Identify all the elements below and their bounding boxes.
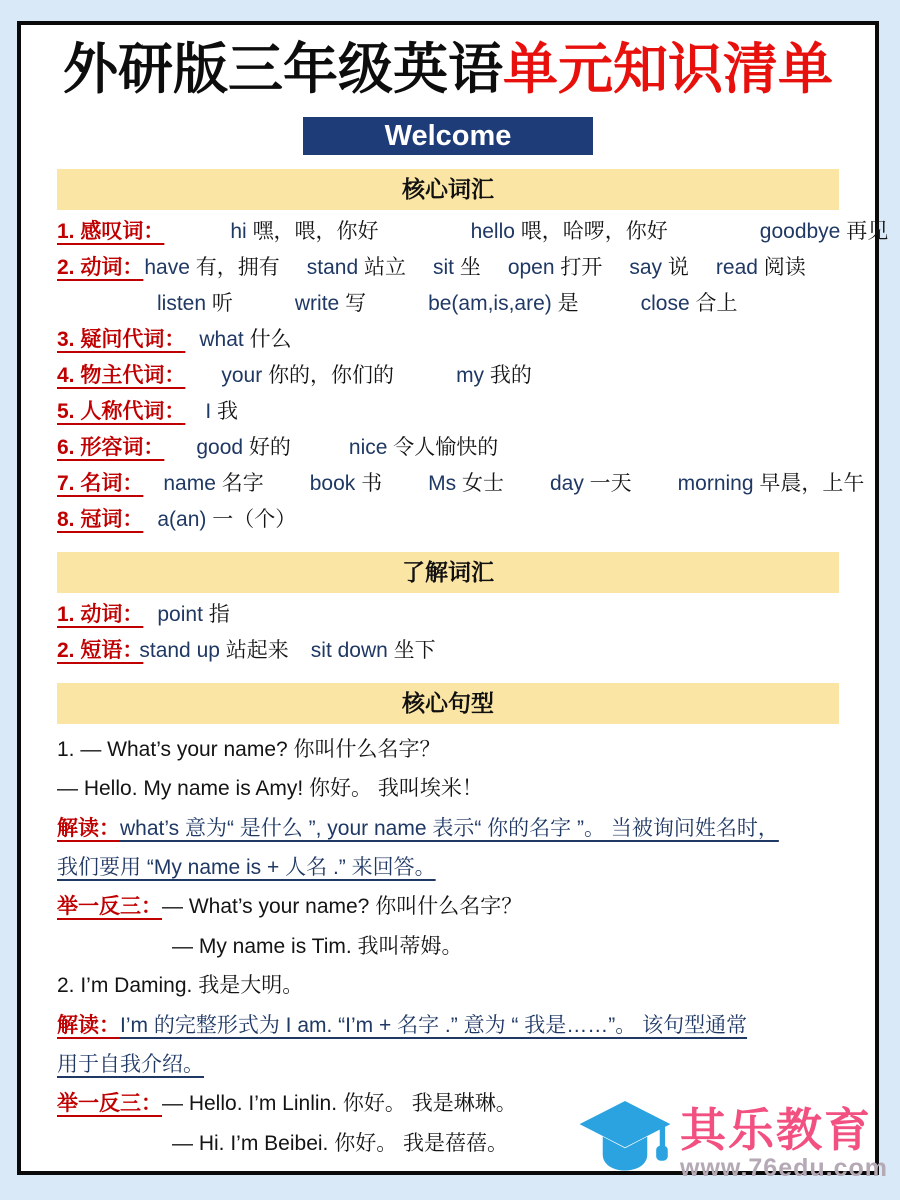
chinese-meaning: 说 [667, 255, 689, 279]
watermark [576, 1097, 888, 1192]
english-word: sit down [310, 638, 388, 662]
sentence-line [57, 730, 839, 769]
english-word: open [507, 255, 555, 279]
vocab-row [157, 286, 839, 322]
english-word: goodbye [759, 219, 841, 243]
english-word: what [199, 327, 244, 351]
vocab-item [157, 286, 233, 322]
chinese-meaning: 嘿，喂，你好 [252, 219, 379, 243]
sentence-segment: I’m 的完整形式为 I am. “I’m + 名字 .” 意为 “ 我是……”。 该句型通常 [120, 1013, 748, 1037]
watermark-text [680, 1103, 888, 1183]
section-header-sentence-patterns: 核心句型 [57, 683, 839, 724]
vocab-item [428, 466, 504, 502]
vocab-label: 2. 短语： [57, 638, 144, 662]
vocab-item [508, 250, 603, 286]
chinese-meaning: 你的，你们的 [268, 363, 395, 387]
unit-banner: Welcome [303, 117, 593, 155]
vocab-label: 3. 疑问代词： [57, 327, 186, 351]
worksheet-panel [17, 21, 889, 1175]
vocab-item [163, 466, 263, 502]
vocab-item [221, 358, 394, 394]
chinese-meaning: 书 [361, 471, 383, 495]
english-word: I [205, 399, 212, 423]
page-title [57, 38, 839, 100]
sentence-segment: 举一反三： [57, 1092, 162, 1116]
sentence-line [57, 966, 839, 1005]
chinese-meaning: 坐下 [393, 638, 436, 662]
english-word: nice [348, 435, 388, 459]
vocab-item [157, 597, 229, 633]
chinese-meaning: 坐 [459, 255, 481, 279]
vocab-item [716, 250, 806, 286]
sentence-segment: 我们要用 “My name is + 人名 .” 来回答。 [57, 855, 436, 879]
chinese-meaning: 打开 [560, 255, 603, 279]
english-word: hello [470, 219, 515, 243]
chinese-meaning: 合上 [695, 291, 738, 315]
vocab-item [199, 322, 291, 358]
vocab-row [57, 597, 839, 633]
english-word: your [221, 363, 263, 387]
sentence-segment: — Hello. My name is Amy! 你好。 我叫埃米！ [57, 777, 483, 801]
chinese-meaning: 站起来 [225, 638, 289, 662]
core-vocab-list [57, 214, 889, 538]
page-title-red: 单元知识清单 [503, 38, 834, 100]
vocab-item [678, 466, 865, 502]
vocab-label: 2. 动词： [57, 255, 144, 279]
vocab-item [311, 633, 436, 669]
sentence-segment: — What’s your name? 你叫什么名字？ [162, 895, 523, 919]
vocab-item [349, 430, 498, 466]
sentence-segment: — Hello. I’m Linlin. 你好。 我是琳琳。 [162, 1092, 517, 1116]
page-title-black: 外研版三年级英语 [62, 38, 503, 100]
chinese-meaning: 有，拥有 [195, 255, 280, 279]
vocab-row [57, 214, 889, 250]
vocab-item [428, 286, 579, 322]
sentence-segment: 解读： [57, 1013, 120, 1037]
vocab-label: 4. 物主代词： [57, 363, 186, 387]
graduation-cap-icon [576, 1097, 674, 1192]
vocab-item [456, 358, 532, 394]
chinese-meaning: 一天 [589, 471, 632, 495]
english-word: say [629, 255, 663, 279]
know-vocab-list [57, 597, 839, 669]
vocab-item [157, 502, 296, 538]
chinese-meaning: 好的 [248, 435, 291, 459]
vocab-item [550, 466, 632, 502]
vocab-item [433, 250, 481, 286]
chinese-meaning: 女士 [461, 471, 504, 495]
sentence-segment: what’s 意为“ 是什么 ”, your name 表示“ 你的名字 ”。 当被询问姓名时， [120, 816, 779, 840]
sentence-segment: — Hi. I’m Beibei. 你好。 我是蓓蓓。 [172, 1131, 509, 1155]
english-word: my [456, 363, 485, 387]
sentence-segment: — My name is Tim. 我叫蒂姆。 [172, 934, 463, 958]
chinese-meaning: 一（个） [212, 507, 297, 531]
vocab-row [57, 394, 839, 430]
chinese-meaning: 喂，哈啰，你好 [520, 219, 668, 243]
vocab-item [310, 466, 382, 502]
sentence-segment: 2. I’m Daming. 我是大明。 [57, 974, 304, 998]
vocab-row [57, 633, 839, 669]
sentence-segment: 解读： [57, 816, 120, 840]
english-word: close [640, 291, 690, 315]
vocab-item [295, 286, 366, 322]
vocab-item [471, 214, 668, 250]
english-word: a(an) [157, 507, 207, 531]
chinese-meaning: 令人愉快的 [393, 435, 499, 459]
sentence-line [57, 1006, 839, 1045]
english-word: be(am,is,are) [428, 291, 552, 315]
vocab-row [57, 466, 865, 502]
vocab-item [144, 250, 279, 286]
vocab-label: 6. 形容词： [57, 435, 165, 459]
watermark-brand: 其乐教育 [680, 1103, 873, 1156]
chinese-meaning: 指 [208, 602, 230, 626]
english-word: hi [230, 219, 247, 243]
english-word: Ms [428, 471, 457, 495]
sentence-line [57, 848, 839, 887]
sentence-segment: 举一反三： [57, 895, 162, 919]
english-word: listen [157, 291, 207, 315]
english-word: morning [677, 471, 754, 495]
section-header-core-vocab: 核心词汇 [57, 169, 839, 210]
chinese-meaning: 站立 [363, 255, 406, 279]
english-word: stand up [139, 638, 220, 662]
vocab-row [57, 430, 839, 466]
vocab-row [57, 322, 839, 358]
english-word: name [163, 471, 216, 495]
vocab-label: 5. 人称代词： [57, 399, 186, 423]
sentence-segment: 1. — What’s your name? 你叫什么名字？ [57, 737, 441, 761]
english-word: good [196, 435, 244, 459]
vocab-row [57, 250, 839, 286]
chinese-meaning: 是 [557, 291, 579, 315]
vocab-label: 1. 感叹词： [57, 219, 165, 243]
english-word: point [157, 602, 203, 626]
sentence-line [57, 769, 839, 808]
chinese-meaning: 听 [211, 291, 233, 315]
sentence-segment: 用于自我介绍。 [57, 1053, 204, 1076]
english-word: write [294, 291, 340, 315]
vocab-item [205, 394, 238, 430]
english-word: read [715, 255, 758, 279]
vocab-item [629, 250, 689, 286]
chinese-meaning: 我的 [489, 363, 532, 387]
sentence-line [172, 927, 839, 966]
vocab-item [196, 430, 291, 466]
chinese-meaning: 写 [345, 291, 367, 315]
chinese-meaning: 名字 [221, 471, 264, 495]
sentence-line [57, 809, 839, 848]
english-word: stand [306, 255, 359, 279]
chinese-meaning: 再见 [846, 219, 889, 243]
english-word: book [309, 471, 356, 495]
watermark-url: www.76edu.com [680, 1154, 888, 1183]
chinese-meaning: 我 [217, 399, 239, 423]
vocab-item [139, 633, 288, 669]
english-word: have [144, 255, 190, 279]
vocab-item [230, 214, 378, 250]
english-word: sit [432, 255, 454, 279]
vocab-label: 8. 冠词： [57, 507, 144, 531]
vocab-row [57, 358, 839, 394]
vocab-row [57, 502, 839, 538]
vocab-item [641, 286, 738, 322]
vocab-item [760, 214, 888, 250]
chinese-meaning: 早晨，上午 [759, 471, 865, 495]
english-word: day [549, 471, 584, 495]
sentence-line [57, 1045, 839, 1084]
section-header-know-vocab: 了解词汇 [57, 552, 839, 593]
vocab-label: 7. 名词： [57, 471, 144, 495]
chinese-meaning: 阅读 [763, 255, 806, 279]
sentence-line [57, 887, 839, 926]
vocab-label: 1. 动词： [57, 602, 144, 626]
chinese-meaning: 什么 [249, 327, 292, 351]
vocab-item [307, 250, 406, 286]
